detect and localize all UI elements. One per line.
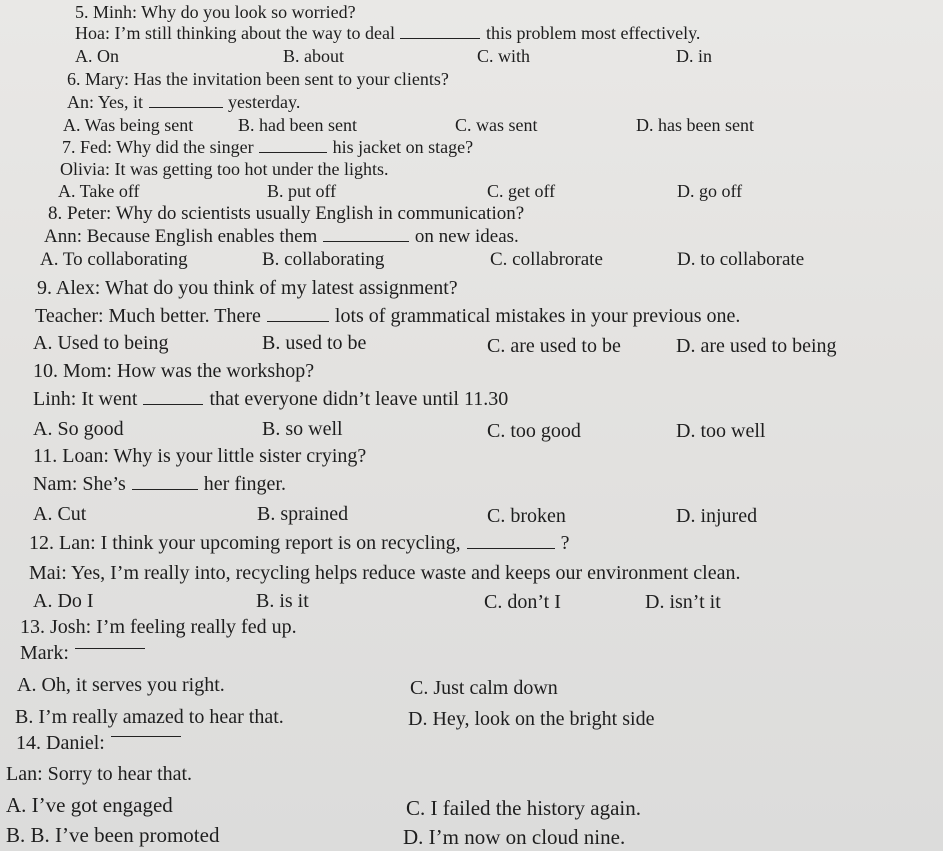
response-text-after: on new ideas. [414, 226, 519, 247]
option-c: C. Just calm down [410, 677, 558, 699]
response-text-before: An: Yes, it [67, 92, 144, 112]
answer-blank [111, 735, 181, 737]
option-a: A. Take off [58, 181, 140, 201]
answer-blank [400, 37, 480, 39]
option-c: C. was sent [455, 115, 538, 135]
answer-blank [132, 488, 198, 490]
question-7-stem [62, 138, 473, 156]
option-d: D. I’m now on cloud nine. [403, 825, 626, 849]
answer-blank [75, 647, 145, 649]
question-8-response [44, 227, 519, 246]
question-12-stem [29, 533, 569, 553]
response-text-after: yesterday. [228, 92, 301, 112]
option-b: B. so well [262, 418, 343, 440]
option-a: A. So good [33, 418, 124, 440]
option-c: C. get off [487, 181, 556, 201]
response-text-before: Mark: [20, 642, 69, 664]
option-a: A. Cut [33, 503, 87, 525]
question-6-response [67, 93, 300, 111]
answer-blank [323, 240, 409, 242]
option-b: B. B. I’ve been promoted [6, 823, 220, 847]
option-c: C. too good [487, 420, 581, 442]
option-a: A. I’ve got engaged [6, 793, 173, 817]
response-text-after: that everyone didn’t leave until 11.30 [209, 388, 509, 410]
response-text-after: this problem most effectively. [485, 23, 701, 43]
option-c: C. collabrorate [490, 249, 603, 270]
option-a: A. On [75, 46, 119, 66]
option-b: B. had been sent [238, 115, 357, 135]
option-c: C. broken [487, 505, 566, 527]
response-text-before: Hoa: I’m still thinking about the way to deal [75, 23, 395, 43]
question-10-stem: 10. Mom: How was the workshop? [33, 360, 315, 382]
question-9-stem: 9. Alex: What do you think of my latest assignment? [37, 277, 458, 299]
question-5-stem: 5. Minh: Why do you look so worried? [75, 2, 356, 22]
option-c: C. I failed the history again. [406, 796, 642, 820]
response-text-before: Ann: Because English enables them [44, 226, 318, 247]
response-text-before: Teacher: Much better. There [35, 305, 261, 327]
option-b: B. put off [267, 181, 337, 201]
option-a: A. To collaborating [40, 249, 188, 270]
question-7-response: Olivia: It was getting too hot under the lights. [60, 159, 389, 179]
option-d: D. injured [676, 505, 758, 527]
option-c: C. with [477, 46, 531, 66]
stem-text-after: his jacket on stage? [332, 137, 474, 157]
option-b: B. collaborating [262, 249, 385, 270]
response-text-after: her finger. [203, 473, 286, 495]
response-text-after: lots of grammatical mistakes in your previous one. [334, 305, 741, 327]
answer-blank [467, 547, 555, 549]
option-a: A. Oh, it serves you right. [17, 674, 225, 696]
stem-text-before: 12. Lan: I think your upcoming report is on recycling, [29, 532, 461, 554]
answer-blank [149, 106, 223, 108]
option-c: C. don’t I [484, 591, 561, 613]
response-text-before: Nam: She’s [33, 473, 126, 495]
stem-text-after: ? [560, 532, 570, 554]
option-c: C. are used to be [487, 335, 621, 357]
question-13-response [20, 643, 146, 663]
question-6-stem: 6. Mary: Has the invitation been sent to your clients? [67, 69, 449, 89]
question-11-response [33, 474, 286, 494]
option-b: B. I’m really amazed to hear that. [15, 706, 284, 728]
question-14-stem [16, 733, 182, 753]
question-11-stem: 11. Loan: Why is your little sister crying? [33, 445, 367, 467]
option-b: B. used to be [262, 332, 367, 354]
question-13-stem: 13. Josh: I’m feeling really fed up. [20, 616, 297, 638]
option-d: D. Hey, look on the bright side [408, 708, 655, 730]
question-8-stem: 8. Peter: Why do scientists usually English in communication? [48, 203, 525, 224]
option-d: D. go off [677, 181, 743, 201]
answer-blank [259, 151, 327, 153]
question-12-response: Mai: Yes, I’m really into, recycling helps reduce waste and keeps our environment clean. [29, 562, 741, 584]
option-a: A. Used to being [33, 332, 169, 354]
answer-blank [143, 403, 203, 405]
question-9-response [35, 306, 740, 326]
option-b: B. about [283, 46, 344, 66]
stem-text-before: 14. Daniel: [16, 732, 105, 754]
question-5-response [75, 24, 700, 42]
option-b: B. is it [256, 590, 309, 612]
option-d: D. in [676, 46, 712, 66]
option-b: B. sprained [257, 503, 349, 525]
stem-text-before: 7. Fed: Why did the singer [62, 137, 254, 157]
option-d: D. has been sent [636, 115, 754, 135]
response-text-before: Linh: It went [33, 388, 138, 410]
question-10-response [33, 389, 508, 409]
option-d: D. isn’t it [645, 591, 721, 613]
option-d: D. too well [676, 420, 766, 442]
option-a: A. Do I [33, 590, 94, 612]
option-d: D. are used to being [676, 335, 837, 357]
option-a: A. Was being sent [63, 115, 194, 135]
option-d: D. to collaborate [677, 249, 805, 270]
question-14-response: Lan: Sorry to hear that. [6, 763, 193, 785]
answer-blank [267, 320, 329, 322]
